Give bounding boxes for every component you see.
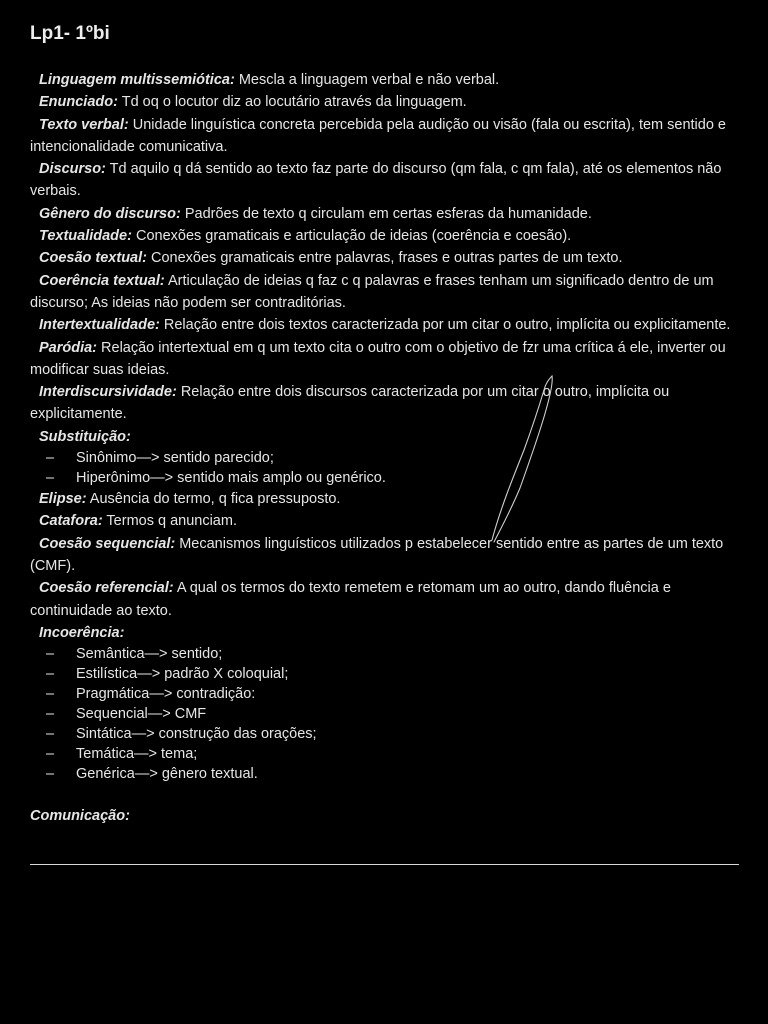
definition bbox=[30, 91, 740, 113]
definition-term: Linguagem multissemiótica: bbox=[39, 72, 235, 88]
definition-text: Relação intertextual em q um texto cita o outro com o objetivo de fzr uma crítica á ele, inverter ou modificar suas ideias. bbox=[30, 339, 726, 378]
definition-term: Coesão sequencial: bbox=[39, 535, 176, 552]
list-item bbox=[30, 664, 740, 684]
list-item-text: Estilística—> padrão X coloquial; bbox=[76, 666, 289, 683]
dash-bullet: – bbox=[46, 726, 55, 743]
definition bbox=[30, 225, 740, 247]
definition-text: Padrões de texto q circulam em certas esferas da humanidade. bbox=[180, 205, 592, 222]
definition-term: Paródia: bbox=[39, 339, 98, 356]
definition-term: Coesão textual: bbox=[39, 250, 147, 267]
definition-text: Relação entre dois textos caracterizada por um citar o outro, implícita ou explicitamente. bbox=[159, 317, 731, 334]
list-item bbox=[30, 724, 740, 744]
list-item-text: Sintática—> construção das orações; bbox=[76, 726, 317, 743]
list-item-text: Hiperônimo—> sentido mais amplo ou genérico. bbox=[76, 470, 386, 487]
definition bbox=[30, 270, 740, 315]
definitions-block-2 bbox=[30, 488, 740, 644]
definition-term: Discurso: bbox=[39, 161, 106, 178]
list-item bbox=[30, 468, 740, 488]
definition-term: Substituição: bbox=[39, 428, 131, 445]
dash-bullet: – bbox=[46, 766, 55, 783]
definition bbox=[30, 247, 740, 269]
dash-bullet: – bbox=[46, 746, 55, 763]
dash-bullet: – bbox=[46, 686, 55, 703]
list-item bbox=[30, 644, 740, 664]
definition bbox=[30, 158, 740, 203]
definition-term: Textualidade: bbox=[39, 228, 132, 245]
definition bbox=[30, 577, 740, 622]
definitions-block bbox=[30, 69, 740, 448]
definition-text: Termos q anunciam. bbox=[102, 513, 237, 530]
list-item-text: Sinônimo—> sentido parecido; bbox=[76, 450, 274, 467]
definition bbox=[30, 69, 740, 91]
list-item-text: Semântica—> sentido; bbox=[76, 646, 223, 663]
definition-term: Interdiscursividade: bbox=[39, 384, 177, 401]
dash-bullet: – bbox=[46, 666, 55, 683]
list-item bbox=[30, 744, 740, 764]
definition bbox=[30, 426, 740, 448]
definition-term: Coesão referencial: bbox=[39, 580, 174, 597]
divider-line bbox=[30, 864, 739, 865]
definition bbox=[30, 622, 740, 644]
dash-bullet: – bbox=[46, 646, 55, 663]
definition-text: Unidade linguística concreta percebida pela audição ou visão (fala ou escrita), tem sentido e intencionalidade comunicativa. bbox=[30, 116, 726, 155]
list-item bbox=[30, 704, 740, 724]
incoerencia-list bbox=[30, 644, 740, 784]
note-content[interactable] bbox=[30, 20, 740, 827]
definition-text: Td oq o locutor diz ao locutário através da linguagem. bbox=[117, 94, 467, 111]
definition-text: Mescla a linguagem verbal e não verbal. bbox=[234, 72, 500, 88]
definition-text: A qual os termos do texto remetem e retomam um ao outro, dando fluência e continuidade ao texto. bbox=[30, 580, 671, 619]
list-item bbox=[30, 764, 740, 784]
list-item-text: Genérica—> gênero textual. bbox=[76, 766, 258, 783]
definition-term: Texto verbal: bbox=[39, 116, 129, 133]
list-item bbox=[30, 684, 740, 704]
definition-text: Td aquilo q dá sentido ao texto faz parte do discurso (qm fala, c qm fala), até os elementos não verbais. bbox=[30, 161, 722, 200]
list-item bbox=[30, 448, 740, 468]
definition bbox=[30, 510, 740, 532]
section-heading-comunicacao: Comunicação: bbox=[30, 808, 130, 825]
definition-text: Relação entre dois discursos caracterizada por um citar o outro, implícita ou explicitamente. bbox=[30, 384, 670, 423]
definition-text: Conexões gramaticais entre palavras, frases e outras partes de um texto. bbox=[146, 250, 623, 267]
definition bbox=[30, 533, 740, 578]
list-item-text: Sequencial—> CMF bbox=[76, 706, 207, 723]
definition bbox=[30, 337, 740, 382]
definition bbox=[30, 203, 740, 225]
dash-bullet: – bbox=[46, 706, 55, 723]
definition-term: Incoerência: bbox=[39, 624, 125, 641]
definition-text: Mecanismos linguísticos utilizados p estabelecer sentido entre as partes de um texto (CMF). bbox=[30, 535, 724, 574]
definition-text: Conexões gramaticais e articulação de ideias (coerência e coesão). bbox=[131, 228, 572, 245]
definition bbox=[30, 381, 740, 426]
definition bbox=[30, 314, 740, 336]
substituicao-list bbox=[30, 448, 740, 488]
dash-bullet: – bbox=[46, 450, 55, 467]
note-title: Lp1- 1ºbi bbox=[30, 23, 110, 44]
dash-bullet: – bbox=[46, 470, 55, 487]
definition-term: Gênero do discurso: bbox=[39, 205, 181, 222]
definition-term: Coerência textual: bbox=[39, 272, 165, 289]
definition bbox=[30, 114, 740, 159]
definition bbox=[30, 488, 740, 510]
definition-text: Articulação de ideias q faz c q palavras e frases tenham um significado dentro de um discurso; As ideias não podem ser contraditórias. bbox=[30, 272, 714, 311]
definition-term: Intertextualidade: bbox=[39, 317, 160, 334]
definition-text: Ausência do termo, q fica pressuposto. bbox=[86, 491, 341, 508]
definition-term: Elipse: bbox=[39, 491, 87, 508]
list-item-text: Pragmática—> contradição: bbox=[76, 686, 256, 703]
pencil-stroke-mark bbox=[480, 370, 570, 550]
definition-term: Catafora: bbox=[39, 513, 103, 530]
list-item-text: Temática—> tema; bbox=[76, 746, 198, 763]
definition-term: Enunciado: bbox=[39, 94, 118, 111]
